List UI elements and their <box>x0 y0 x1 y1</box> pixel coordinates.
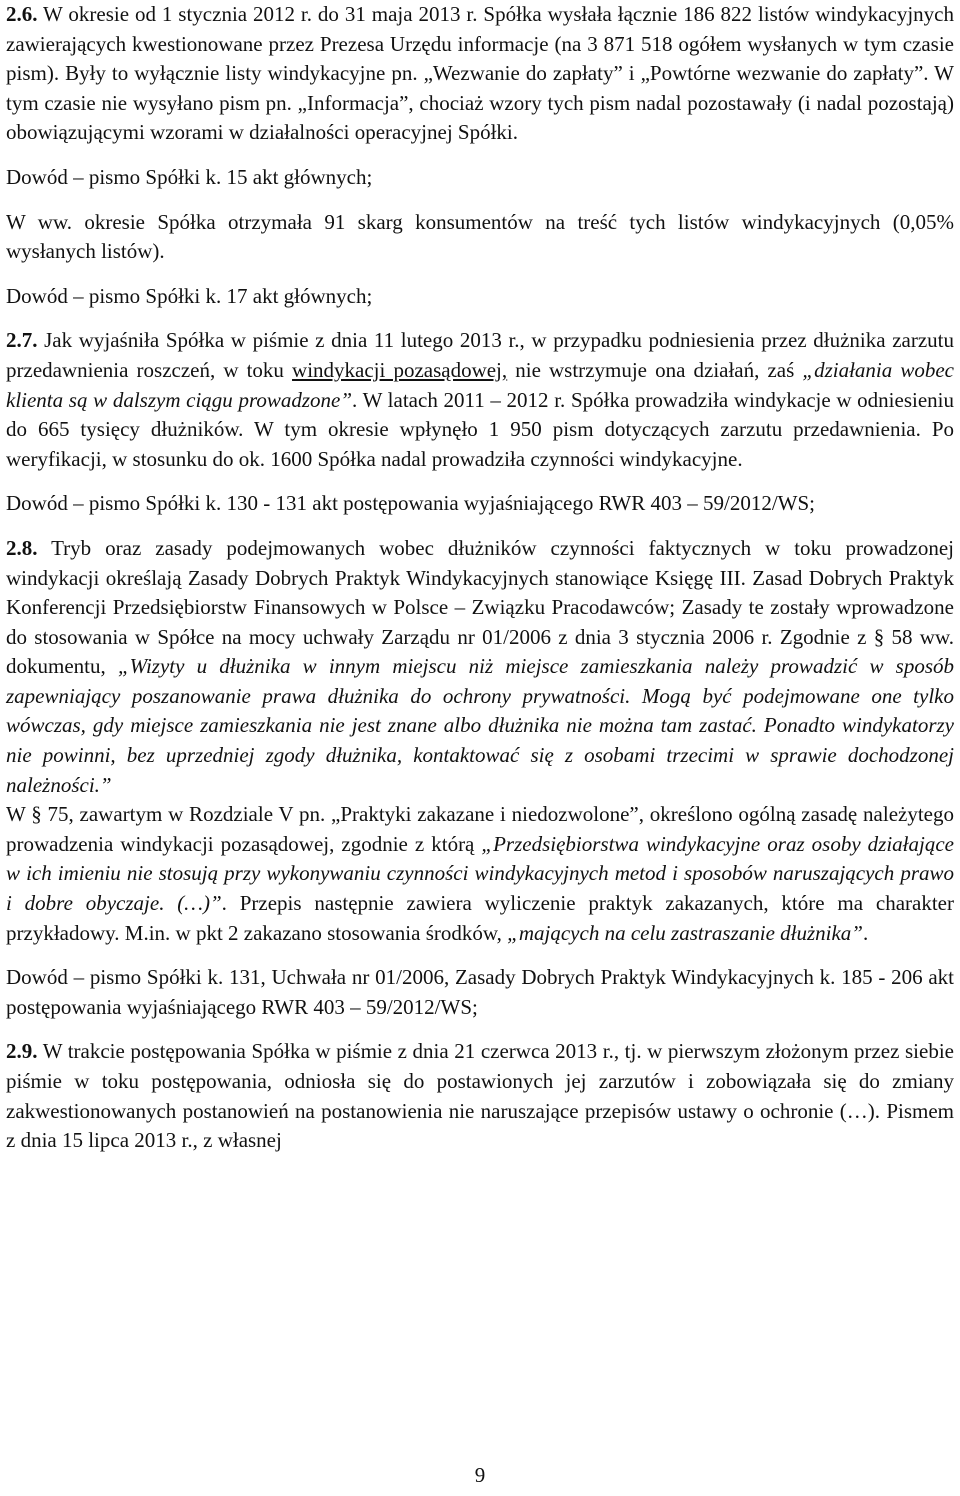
paragraph-text: . Przepis następnie zawiera wyliczenie praktyk zakazanych, które ma charakter przykładowy. M.in. w pkt 2 zakazano stosowania środków, <box>6 891 954 945</box>
paragraph-2-8-continued <box>6 800 954 948</box>
quoted-text: „mających na celu zastraszanie dłużnika” <box>507 920 863 945</box>
quoted-text: „Przedsiębiorstwa windykacyjne oraz osoby działające w ich imieniu nie stosują przy wykonywaniu czynności windykacyjnych metod i sposobów naruszających prawo i dobre obyczaje. (…)” <box>6 831 954 916</box>
paragraph-text: Tryb oraz zasady podejmowanych wobec dłużników czynności faktycznych w toku prowadzonej windykacji określają Zasady Dobrych Praktyk Windykacyjnych stanowiące Księgę III. Zasad Dobrych Praktyk Konferencji Przedsiębiorstw Finansowych w Polsce – Związku Pracodawców; Zasady te zostały wprowadzone do stosowania w Spółce na mocy uchwały Zarządu nr 01/2006 z dnia 3 stycznia 2006 r. Zgodnie z § 58 ww. dokumentu, <box>6 535 954 679</box>
paragraph-text: W trakcie postępowania Spółka w piśmie z dnia 21 czerwca 2013 r., tj. w pierwszym złożonym przez siebie piśmie w toku postępowania, odniosła się do postawionych jej zarzutów i zobowiązała się do zmiany zakwestionowanych postanowień na postanowienia nie naruszające przepisów ustawy o ochronie (…). Pismem z dnia 15 lipca 2013 r., z własnej <box>6 1039 954 1153</box>
complaints-paragraph: W ww. okresie Spółka otrzymała 91 skarg konsumentów na treść tych listów windykacyjnych (0,05% wysłanych listów). <box>6 209 954 264</box>
evidence-note: Dowód – pismo Spółki k. 17 akt głównych; <box>6 283 373 308</box>
paragraph-number: 2.7. <box>6 328 38 353</box>
quoted-text: „Wizyty u dłużnika w innym miejscu niż miejsce zamieszkania należy prowadzić w sposób zapewniający poszanowanie prawa dłużnika do ochrony prywatności. Mogą być podejmowane one tylko wówczas, gdy miejsce zamieszkania nie jest znane albo dłużnika nie można tam zastać. Ponadto windykatorzy nie powinni, bez uprzedniej zgody dłużnika, kontaktować się z osobami trzecimi w sprawie dochodzonej należności.” <box>6 654 954 797</box>
underlined-text: windykacji pozasądowej, <box>292 357 508 382</box>
evidence-note: Dowód – pismo Spółki k. 131, Uchwała nr 01/2006, Zasady Dobrych Praktyk Windykacyjnych k. 185 - 206 akt postępowania wyjaśniającego RWR 403 – 59/2012/WS; <box>6 965 954 1019</box>
paragraph-number: 2.8. <box>6 535 38 560</box>
quoted-text: „działania wobec klienta są w dalszym ciągu prowadzone” <box>6 357 954 412</box>
paragraph-text: . <box>862 920 869 945</box>
paragraph-2-7 <box>6 326 954 474</box>
paragraph-text: . W latach 2011 – 2012 r. Spółka prowadziła windykacje w odniesieniu do 665 tysięcy dłużników. W tym okresie wpłynęło 1 950 pism dotyczących zarzutu przedawnienia. Po weryfikacji, w stosunku do ok. 1600 Spółka nadal prowadziła czynności windykacyjne. <box>6 387 955 471</box>
paragraph-number: 2.9. <box>6 1039 38 1064</box>
page-number: 9 <box>474 1463 486 1487</box>
paragraph-text: W § 75, zawartym w Rozdziale V pn. „Praktyki zakazane i niedozwolone”, określono ogólną zasadę należytego prowadzenia windykacji pozasądowej, zgodnie z którą <box>6 802 954 856</box>
paragraph-2-8 <box>6 534 954 800</box>
paragraph-text: nie wstrzymuje ona działań, zaś <box>507 357 803 382</box>
document-page <box>6 0 954 1156</box>
paragraph-text: Jak wyjaśniła Spółka w piśmie z dnia 11 lutego 2013 r., w przypadku podniesienia przez dłużnika zarzutu przedawnienia roszczeń, w toku <box>6 328 954 382</box>
paragraph-2-9 <box>6 1037 954 1155</box>
paragraph-number: 2.6. <box>6 2 38 26</box>
evidence-note: Dowód – pismo Spółki k. 15 akt głównych; <box>6 164 373 189</box>
evidence-note: Dowód – pismo Spółki k. 130 - 131 akt postępowania wyjaśniającego RWR 403 – 59/2012/WS; <box>6 491 816 516</box>
paragraph-2-6 <box>6 0 954 148</box>
paragraph-text: W okresie od 1 stycznia 2012 r. do 31 maja 2013 r. Spółka wysłała łącznie 186 822 listów windykacyjnych zawierających kwestionowane przez Prezesa Urzędu informacje (na 3 871 518 ogółem wysłanych w tym czasie pism). Były to wyłącznie listy windykacyjne pn. „Wezwanie do zapłaty” i „Powtórne wezwanie do zapłaty”. W tym czasie nie wysyłano pism pn. „Informacja”, chociaż wzory tych pism nadal pozostawały (i nadal pozostają) obowiązującymi wzorami w działalności operacyjnej Spółki. <box>6 2 954 145</box>
